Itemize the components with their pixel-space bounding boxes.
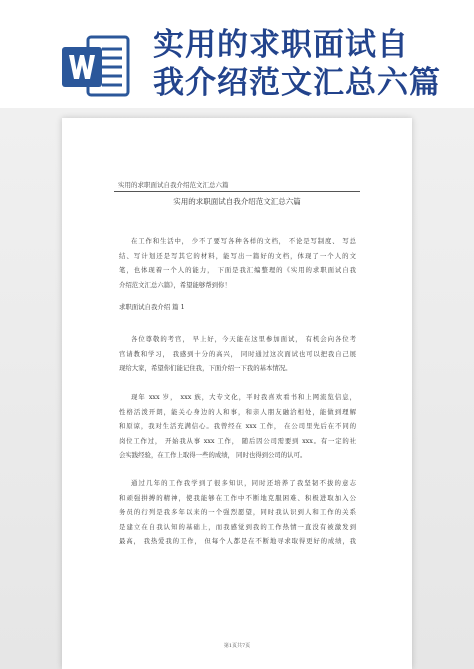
text-line: 和顽强拼搏的精神，使我能够在工作中不断地克服困难、积极进取加入公 — [119, 493, 356, 502]
page-title-line-2: 我介绍范文汇总六篇 — [153, 65, 441, 101]
background-paragraph — [119, 390, 356, 463]
text-line: 各位尊敬的考官， 早上好，今天能在这里参加面试， 有机会向各位考 — [131, 335, 356, 343]
page-title-line-1: 实用的求职面试自 — [153, 27, 409, 63]
section-subheading: 求职面试自我介绍 篇 1 — [119, 303, 185, 311]
text-line: 介绍范文汇总六篇》，希望能够帮到你！ — [119, 280, 231, 289]
header-rule — [114, 191, 360, 192]
text-line: 最高， 我热爱我的工作， 但每个人都是在不断地寻求取得更好的成绩，我 — [119, 537, 356, 545]
text-line: 现给大家，希望你们能记住我，下面介绍一下我的基本情况。 — [119, 364, 292, 372]
document-preview-area — [0, 108, 474, 669]
page-number-footer: 第1页共7页 — [223, 643, 251, 649]
text-line: 结、写计划还是写其它的材料，能写出一篇好的文档，体现了一个人的文 — [119, 251, 356, 260]
text-line: 会实践经验，在工作上取得一些的成绩， 同时也得到公司的认可。 — [119, 451, 307, 459]
experience-paragraph — [119, 476, 356, 549]
text-line: 笔，也体现着一个人的能力， 下面是我汇编整理的《实用的求职面试自我 — [119, 266, 356, 274]
running-header: 实用的求职面试自我介绍范文汇总六篇 — [118, 181, 229, 189]
text-line: 现年 xxx 岁， xxx 族，大专文化，平时我喜欢看书和上网流览信息， — [131, 393, 356, 401]
document-title: 实用的求职面试自我介绍范文汇总六篇 — [173, 197, 301, 206]
page-title — [153, 26, 468, 102]
document-page — [62, 118, 412, 669]
text-line: 和原谅，我对生活充满信心。我曾经在 xxx 工作， 在公司里先后在不同的 — [119, 422, 356, 430]
intro-paragraph — [119, 234, 356, 292]
greeting-paragraph — [119, 332, 356, 376]
text-line: 是建立在自我认知的基础上，而我感觉到我的工作热情一直没有被激发到 — [119, 522, 356, 531]
text-line: 岗位工作过， 开始我从事 xxx 工作， 随后因公司需要到 xxx。有一定的社 — [119, 436, 356, 445]
text-line: 通过几年的工作我学到了很多知识，同时还培养了我坚韧不拔的意志 — [131, 479, 356, 487]
word-document-icon — [62, 35, 130, 97]
text-line: 务员的行列是我多年以来的一个强烈愿望，同时我认识到人和工作的关系 — [119, 508, 356, 516]
text-line: 性格活泼开朗，能关心身边的人和事，和亲人朋友融洽相处，能做到理解 — [119, 407, 356, 416]
title-banner — [0, 0, 474, 108]
text-line: 官请教和学习， 我感到十分的高兴， 同时通过这次面试也可以把我自己展 — [119, 349, 356, 358]
text-line: 在工作和生活中， 少不了要写各种各样的文档， 不论是写制度、 写总 — [131, 237, 356, 245]
